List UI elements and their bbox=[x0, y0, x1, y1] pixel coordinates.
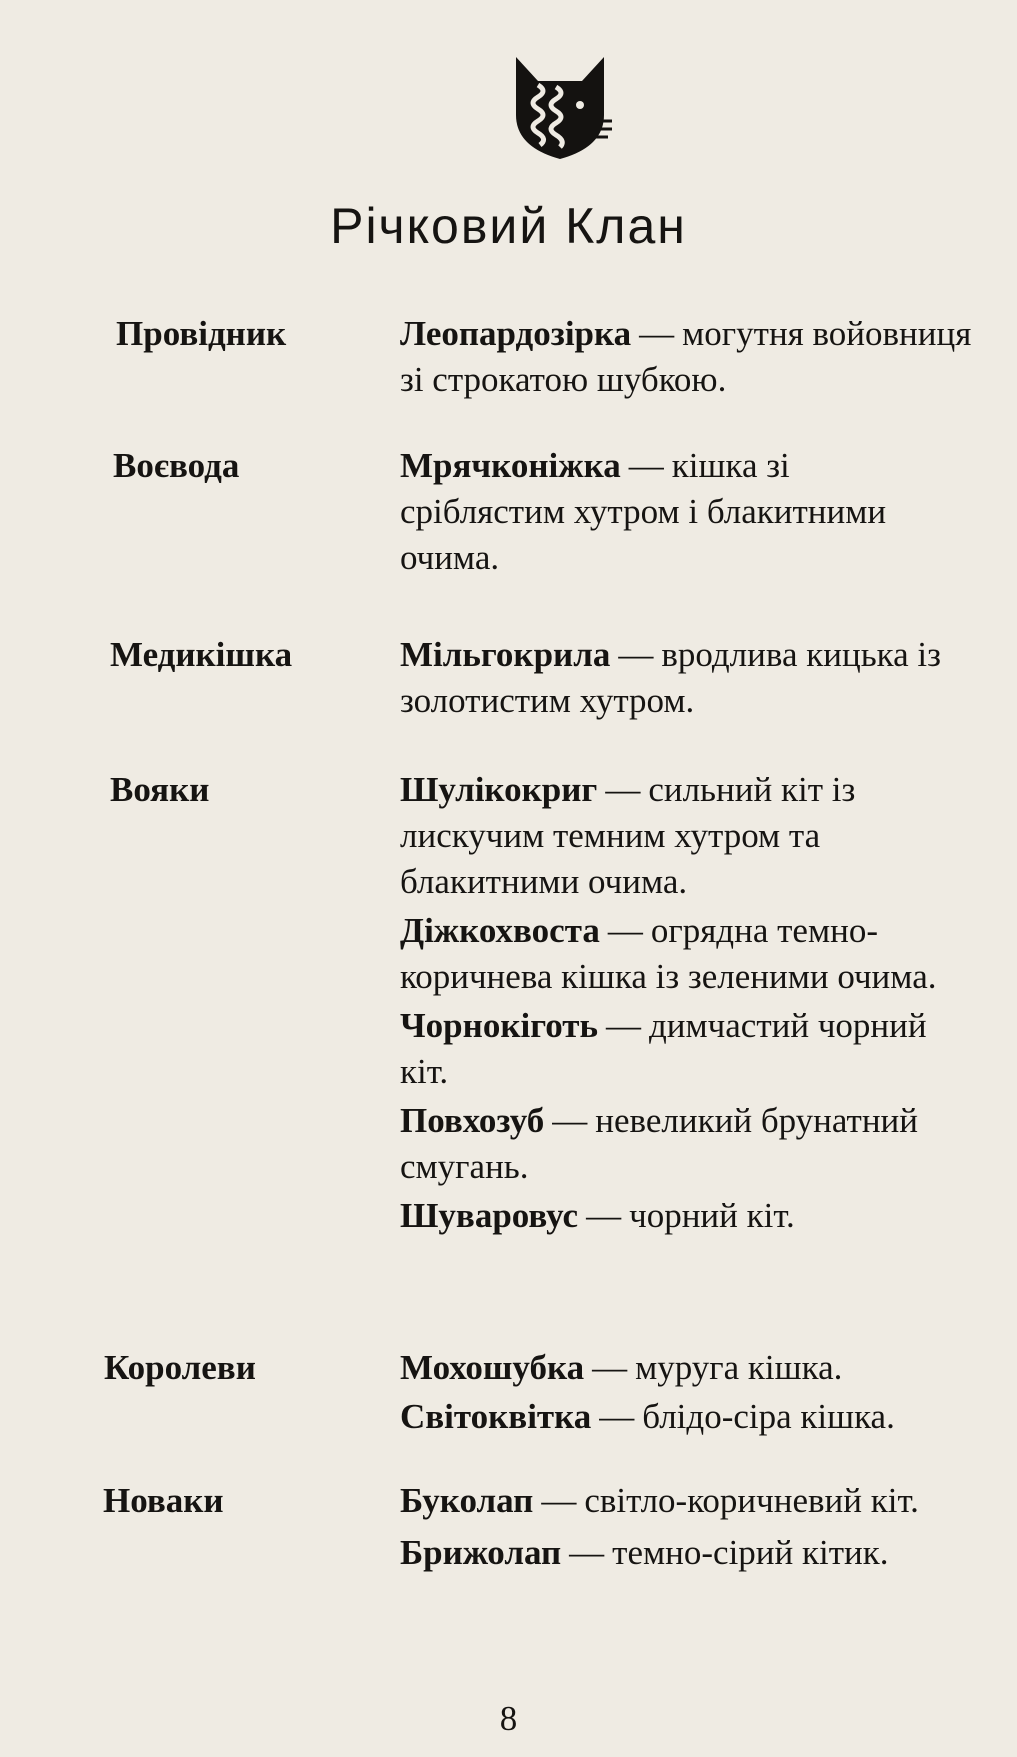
dash: — bbox=[605, 1006, 641, 1045]
cat-name: Діжкохвоста bbox=[400, 911, 600, 950]
entries bbox=[400, 443, 935, 584]
role-label: Новаки bbox=[103, 1481, 224, 1520]
cat-name: Повхозуб bbox=[400, 1101, 545, 1140]
cat-description: сильний кіт із лискучим темним хутром та блакитними очима. bbox=[400, 770, 856, 901]
role-label: Вояки bbox=[110, 770, 210, 809]
entry bbox=[400, 1193, 960, 1239]
entry bbox=[400, 1003, 940, 1095]
cat-name: Шулікокриг bbox=[400, 770, 598, 809]
cat-name: Брижолап bbox=[400, 1533, 562, 1572]
entries bbox=[400, 311, 975, 406]
cat-name: Мільгокрила bbox=[400, 635, 611, 674]
cat-name: Мохошубка bbox=[400, 1348, 585, 1387]
role-label: Королеви bbox=[104, 1348, 256, 1387]
cat-description: світло-коричневий кіт. bbox=[584, 1481, 919, 1520]
cat-description: димчастий чорний кіт. bbox=[400, 1006, 927, 1091]
cat-name: Чорнокіготь bbox=[400, 1006, 598, 1045]
cat-description: могутня войовниця зі строкатою шубкою. bbox=[400, 314, 972, 399]
dash: — bbox=[605, 770, 641, 809]
entry bbox=[400, 1345, 1000, 1391]
dash: — bbox=[586, 1196, 622, 1235]
entry bbox=[400, 443, 935, 581]
dash: — bbox=[569, 1533, 605, 1572]
entry bbox=[400, 1394, 1000, 1440]
dash: — bbox=[552, 1101, 588, 1140]
cat-name: Мрячконіжка bbox=[400, 446, 621, 485]
cat-description: невеликий брунатний смугань. bbox=[400, 1101, 919, 1186]
clan-title: Річковий Клан bbox=[330, 198, 687, 254]
cat-description: чорний кіт. bbox=[629, 1196, 795, 1235]
role-label: Воєвода bbox=[113, 446, 240, 485]
dash: — bbox=[639, 314, 675, 353]
cat-name: Шуваровус bbox=[400, 1196, 579, 1235]
role-label: Медикішка bbox=[110, 635, 293, 674]
entry bbox=[400, 311, 975, 403]
entry bbox=[400, 1098, 960, 1190]
dash: — bbox=[541, 1481, 577, 1520]
cat-description: темно-сірий кітик. bbox=[612, 1533, 889, 1572]
cat-name: Світоквітка bbox=[400, 1397, 592, 1436]
entry bbox=[400, 632, 1000, 724]
cat-description: вродлива кицька із золотистим хутром. bbox=[400, 635, 941, 720]
cat-description: муруга кішка. bbox=[635, 1348, 843, 1387]
cat-description: блідо-сіра кішка. bbox=[642, 1397, 895, 1436]
dash: — bbox=[599, 1397, 635, 1436]
entry bbox=[400, 767, 870, 905]
cat-description: кішка зі сріблястим хутром і блакитними очима. bbox=[400, 446, 887, 577]
dash: — bbox=[607, 911, 643, 950]
entries bbox=[400, 767, 960, 1242]
entry bbox=[400, 1478, 960, 1524]
page-number: 8 bbox=[499, 1699, 518, 1738]
cat-emblem-icon bbox=[508, 55, 612, 161]
dash: — bbox=[618, 635, 654, 674]
entry bbox=[400, 908, 960, 1000]
role-label: Провідник bbox=[116, 314, 287, 353]
cat-name: Леопардозірка bbox=[400, 314, 632, 353]
entries bbox=[400, 632, 1000, 727]
cat-description: огрядна темно-коричнева кішка із зеленими очима. bbox=[400, 911, 937, 996]
entries bbox=[400, 1345, 1000, 1443]
entries bbox=[400, 1478, 960, 1579]
entry bbox=[400, 1530, 960, 1576]
cat-name: Буколап bbox=[400, 1481, 534, 1520]
dash: — bbox=[628, 446, 664, 485]
dash: — bbox=[592, 1348, 628, 1387]
